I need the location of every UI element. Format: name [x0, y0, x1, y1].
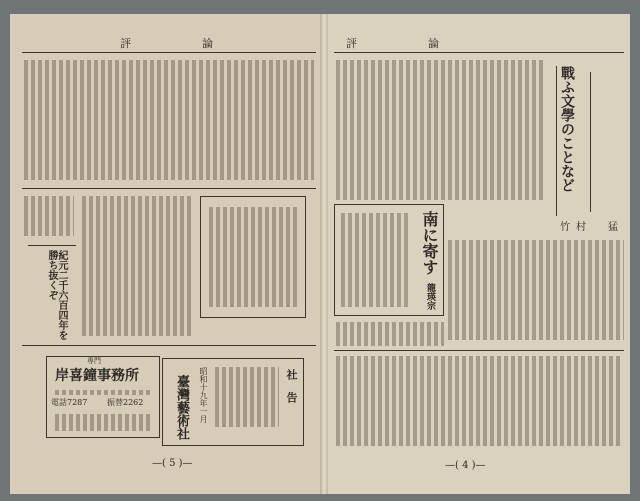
- left-header: 評 論: [120, 37, 243, 50]
- ad-transfer: 振替2262: [107, 398, 144, 407]
- notice-date: 昭和十九年一月: [199, 367, 208, 423]
- boxed-text: [200, 196, 306, 318]
- page-number-left: —( 5 )—: [152, 458, 193, 469]
- article-text-mid: [82, 196, 194, 336]
- divider: [22, 345, 316, 346]
- article-text-top: [24, 60, 314, 180]
- header-rule: [22, 52, 316, 53]
- divider: [334, 350, 624, 351]
- ad-box: [46, 356, 160, 438]
- right-header: 評 論: [346, 37, 469, 50]
- article-text: [336, 322, 444, 346]
- article-text-bottom: [336, 356, 622, 446]
- article-text-top: [336, 60, 546, 200]
- notice-title: 社告: [285, 369, 298, 415]
- poem-author: 龍瑛宗: [425, 283, 435, 310]
- article-title: 戰ふ文學のことなど: [559, 66, 575, 192]
- slogan: 紀元二千六百四年を勝ち抜くぞ: [46, 250, 67, 340]
- notice-publisher: 臺灣藝術社: [174, 375, 189, 440]
- header-rule: [334, 52, 624, 53]
- article-text-mid: [448, 240, 624, 340]
- author: 竹村 猛: [560, 222, 624, 233]
- poem-title: 南に寄す: [420, 211, 439, 275]
- page-number-right: —( 4 )—: [445, 460, 486, 471]
- article-text-mid-left: [24, 196, 74, 236]
- notice-box: [162, 358, 304, 446]
- slogan-rule: [28, 245, 76, 246]
- grape-vine-ornament: [582, 72, 591, 212]
- spine: [320, 14, 328, 494]
- ad-phone: 電話7287: [51, 398, 88, 407]
- ad-tag: 専門: [87, 357, 101, 365]
- title-rule: [556, 66, 557, 216]
- ad-name: 岸喜鐘事務所: [55, 368, 139, 384]
- poem-box: [334, 204, 444, 316]
- divider: [22, 188, 316, 189]
